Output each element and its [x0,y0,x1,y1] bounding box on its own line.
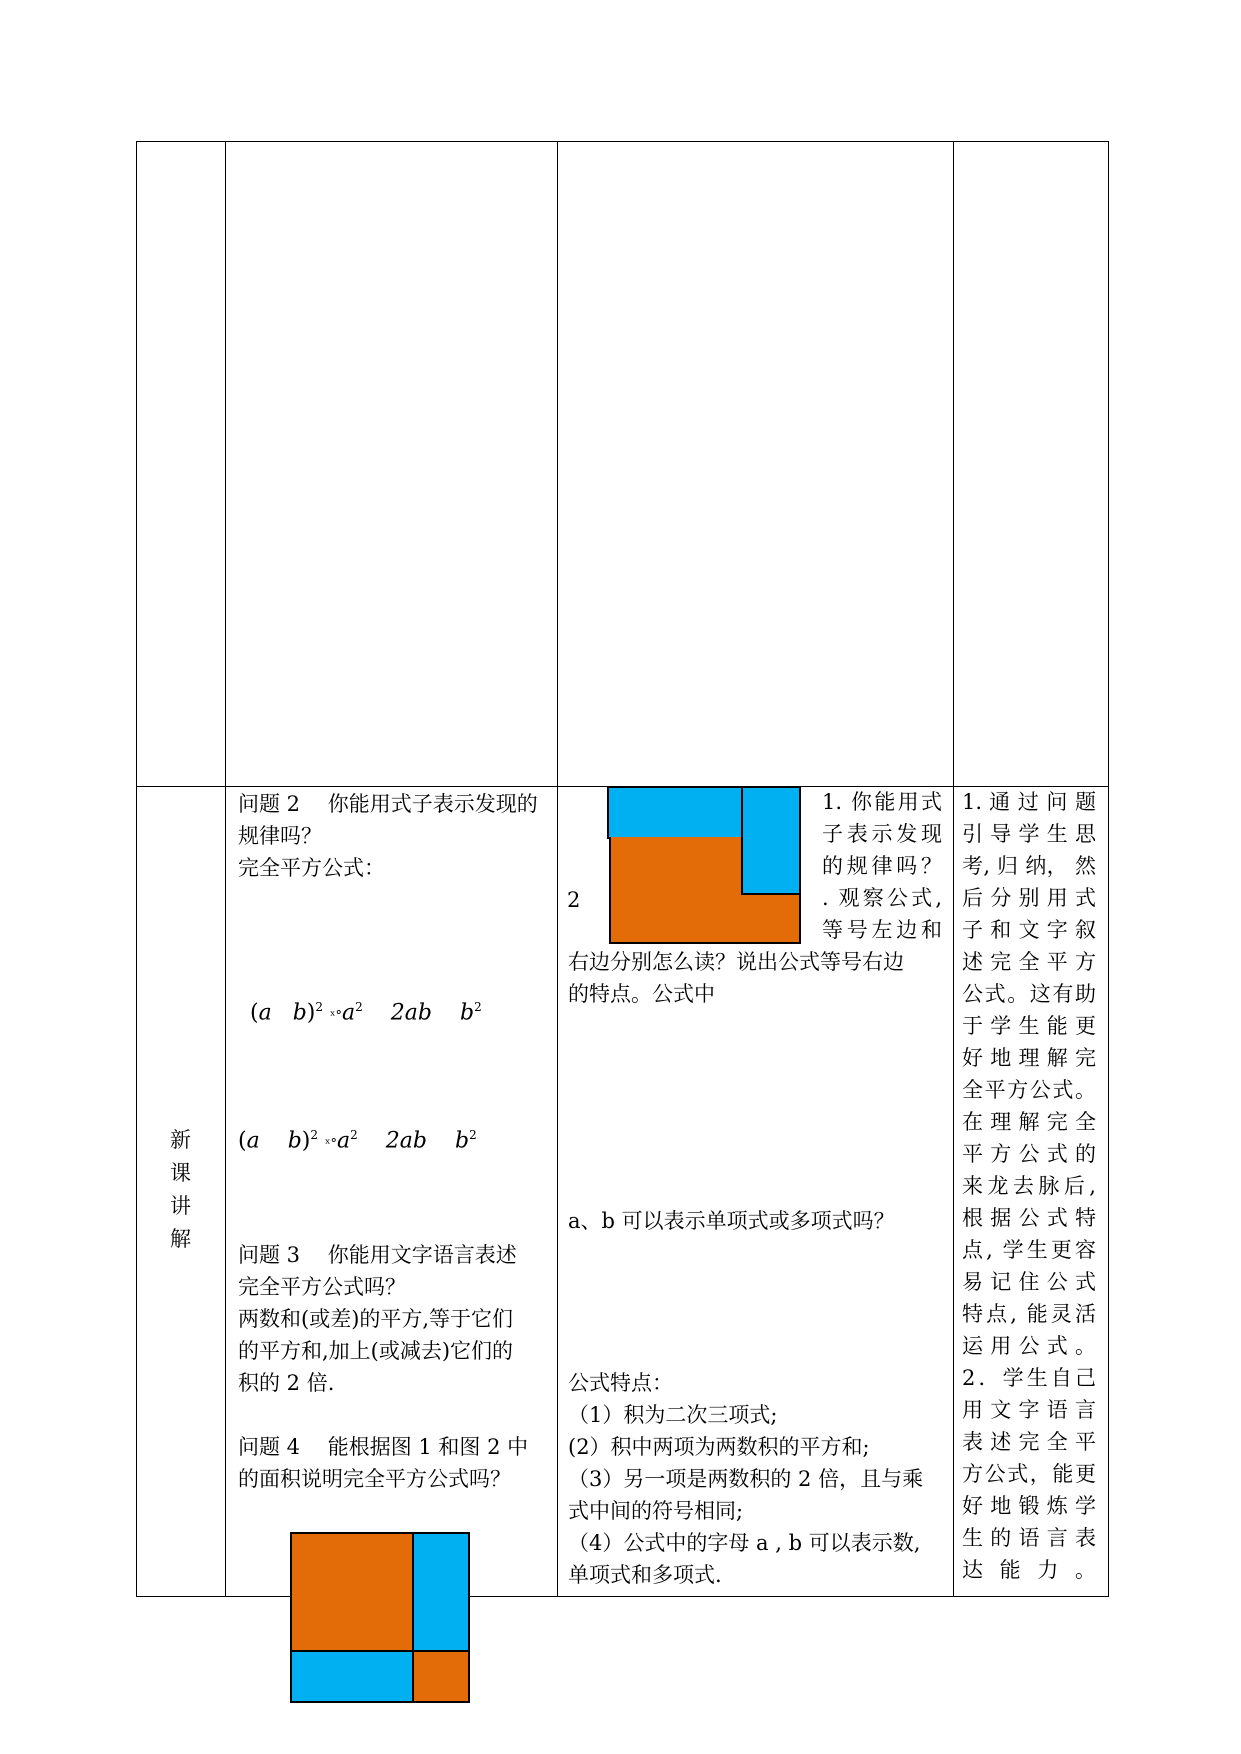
intent-line: 2．学生自己 [962,1366,1096,1390]
figure-1-ab-bottom [290,1650,414,1703]
question-4-line1: 问题 4 能根据图 1 和图 2 中 [238,1435,529,1459]
section-label-char: 解 [170,1227,191,1251]
intent-line: 特点, 能灵活 [962,1302,1096,1326]
formula-diff-square: (a b)$^2$ $ˣ^\circ a^2$ 2ab $b^2$ [238,1128,477,1154]
col-border-1 [136,141,137,1597]
formula1-rhs-a: a [342,1000,356,1026]
intent-line: 来龙去脉后, [962,1174,1096,1198]
question-3-answer-3: 积的 2 倍. [238,1371,335,1395]
figure-2-right-strip-top [741,786,801,895]
col-border-5 [1108,141,1109,1597]
table-top-border [136,141,1108,142]
features-title: 公式特点： [568,1371,673,1395]
section-label-char: 讲 [170,1194,191,1218]
intent-line: 达能力。 [962,1558,1096,1582]
formula2-a: a [246,1128,260,1154]
question-3-answer-2: 的平方和,加上(或减去)它们的 [238,1339,514,1363]
side-line: . 观察公式, [822,886,942,910]
formula2-b: b [287,1128,302,1154]
table-bottom-border [136,1596,1108,1597]
figure-2-square [607,786,801,944]
col-border-3 [557,141,558,1597]
figure-1-b-square [412,1650,470,1703]
formula2-exp-b: 2 [469,1128,477,1142]
col-border-2 [225,141,226,1597]
intent-line: 生 的 语 言 表 [962,1526,1096,1550]
col3-side-text [822,786,942,946]
intent-line: 考, 归 纳， 然 [962,854,1096,878]
section-label [136,1124,225,1256]
intent-line: 用 文 字 语 言 [962,1398,1096,1422]
question-2-line1: 问题 2 你能用式子表示发现的 [238,792,538,816]
intent-line: 运用公式。 [962,1334,1096,1358]
formula2-exp-a: 2 [350,1128,358,1142]
feature-4b: 单项式和多项式. [568,1563,722,1587]
figure-2-top-strip [607,786,743,839]
side-line: 的规律吗？ [822,854,942,878]
question-3-line1: 问题 3 你能用文字语言表述 [238,1243,517,1267]
intent-line: 方公式，能更 [962,1462,1096,1486]
feature-4: （4）公式中的字母 a , b 可以表示数, [568,1531,921,1555]
formula-heading: 完全平方公式： [238,856,385,880]
intent-line: 全平方公式。 [962,1078,1096,1102]
teaching-intent [962,786,1096,1586]
feature-3b: 式中间的符号相同; [568,1499,744,1523]
side-line: 1. 你能用式 [822,790,942,814]
question-4-line2: 的面积说明完全平方公式吗？ [238,1467,511,1491]
intent-line: 引 导 学 生 思 [962,822,1096,846]
intent-line: 好 地 锻 炼 学 [962,1494,1096,1518]
figure-1-square [290,1532,470,1703]
col3-cont-1: 右边分别怎么读？说出公式等号右边 [568,950,904,974]
formula2-rhs-a: a [337,1128,351,1154]
formula1-exp: 2 [315,1000,324,1014]
figure-1-ab-right [412,1532,470,1652]
intent-line: 好 地 理 解 完 [962,1046,1096,1070]
formula-sum-square: (a b)$^2$ $ˣ^\circ a^2$ 2ab $b^2$ [250,1000,482,1026]
intent-line: 1. 通 过 问 题 [962,790,1096,814]
formula1-b: b [292,1000,307,1026]
question-3-answer-1: 两数和(或差)的平方,等于它们 [238,1307,514,1331]
intent-line: 根 据 公 式 特 [962,1206,1096,1230]
formula2-rhs-b: b [454,1128,470,1154]
section-label-char: 课 [170,1161,191,1185]
intent-line: 表 述 完 全 平 [962,1430,1096,1454]
intent-line: 公式。这有助 [962,982,1096,1006]
side-line: 子表示发现 [822,822,942,846]
feature-1: （1）积为二次三项式; [568,1403,778,1427]
intent-line: 在 理 解 完 全 [962,1110,1096,1134]
figure-2-label: 2 [567,888,581,912]
feature-2: (2）积中两项为两数积的平方和; [568,1435,870,1459]
formula1-mid: 2ab [390,1000,432,1026]
question-2-line2: 规律吗？ [238,824,322,848]
intent-line: 点, 学生更容 [962,1238,1096,1262]
figure-1-a-square [290,1532,414,1652]
feature-3: （3）另一项是两数积的 2 倍，且与乘 [568,1467,924,1491]
formula2-mid: 2ab [385,1128,427,1154]
intent-line: 平 方 公 式 的 [962,1142,1096,1166]
formula1-rhs-b: b [459,1000,475,1026]
formula2-exp: 2 [310,1128,319,1142]
col3-cont-2: 的特点。公式中 [568,982,715,1006]
intent-line: 子 和 文 字 叙 [962,918,1096,942]
side-line: 等号左边和 [822,918,942,942]
col-border-4 [953,141,954,1597]
intent-line: 后 分 别 用 式 [962,886,1096,910]
question-3-line2: 完全平方公式吗？ [238,1275,406,1299]
formula1-exp-b: 2 [474,1000,482,1014]
formula1-exp-a: 2 [355,1000,363,1014]
intent-line: 于 学 生 能 更 [962,1014,1096,1038]
formula1-a: a [258,1000,272,1026]
section-label-char: 新 [170,1128,191,1152]
ab-question: a、b 可以表示单项式或多项式吗？ [568,1209,895,1233]
intent-line: 易 记 住 公 式 [962,1270,1096,1294]
intent-line: 述 完 全 平 方 [962,950,1096,974]
